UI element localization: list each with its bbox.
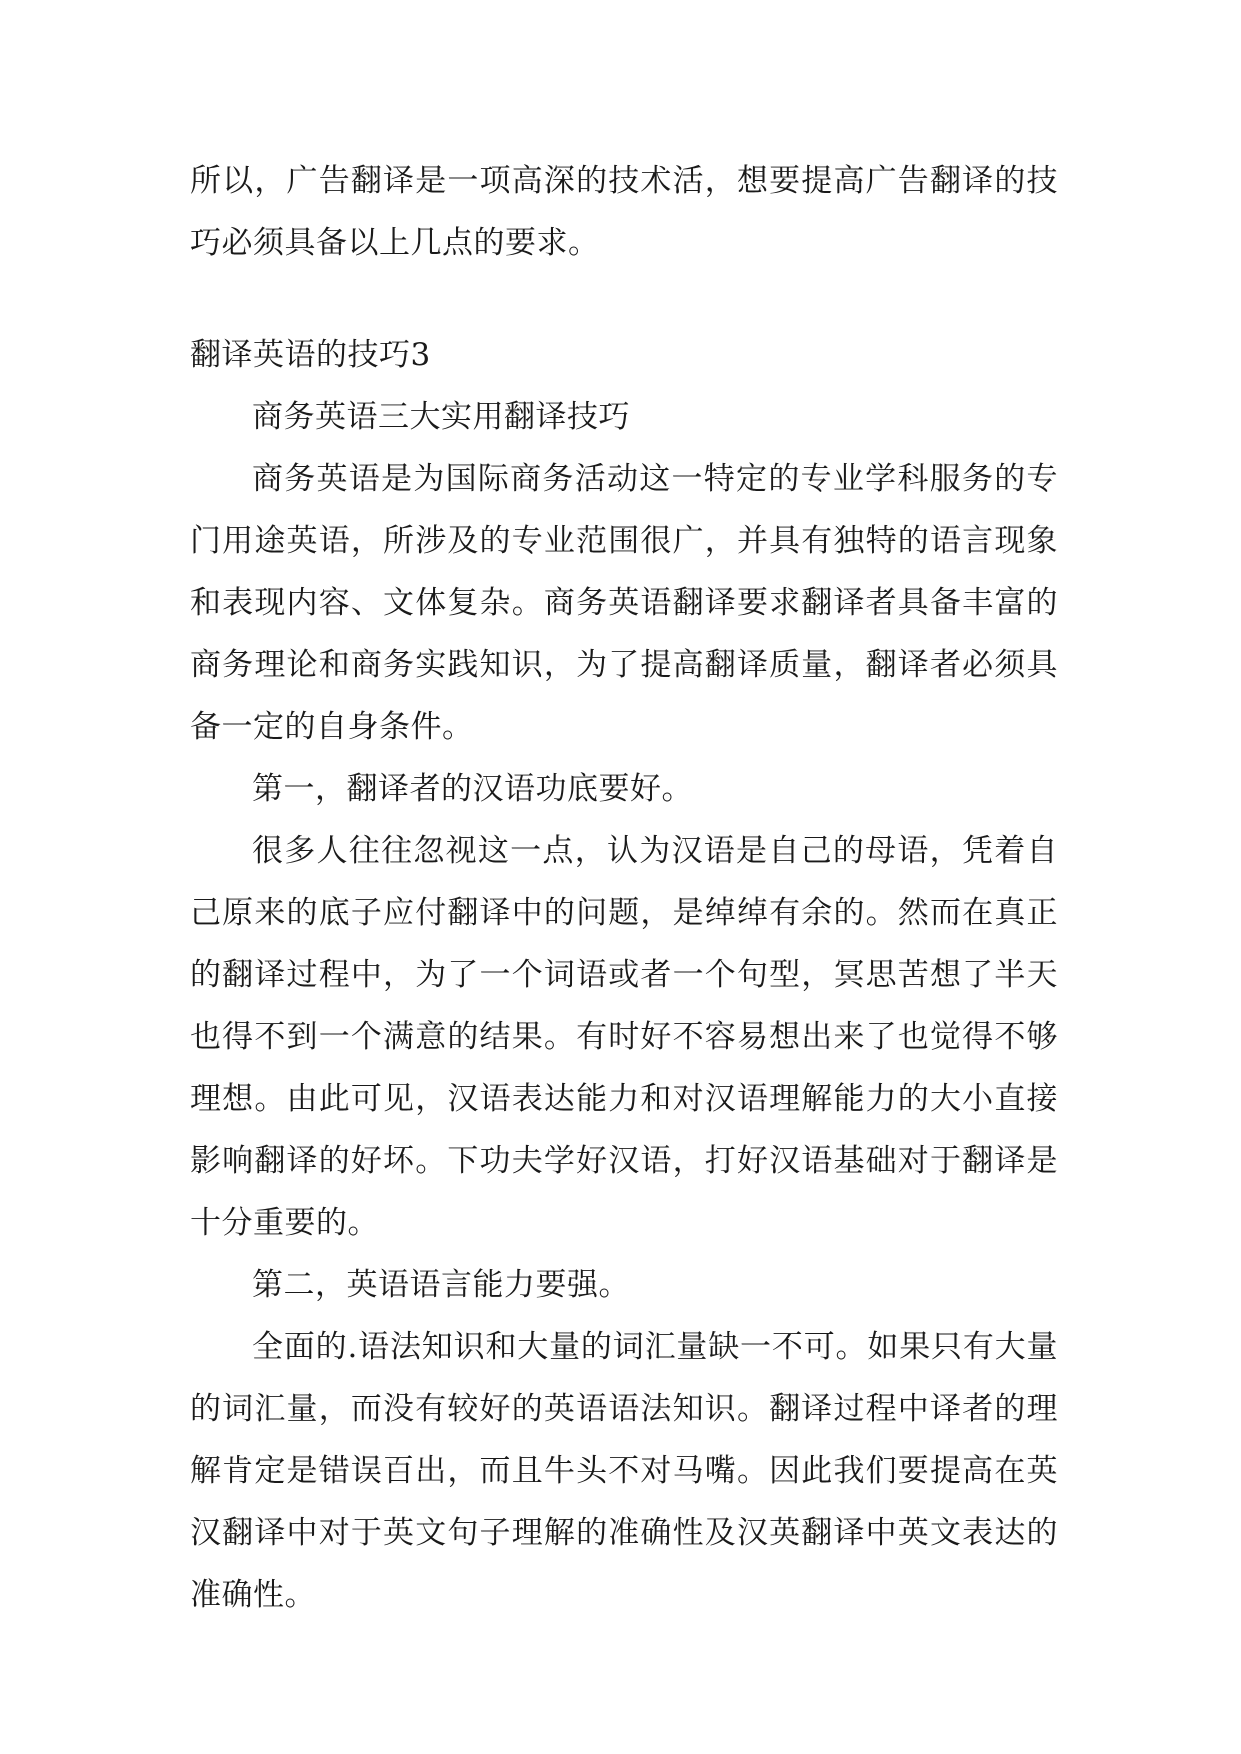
point-two-body: 全面的.语法知识和大量的词汇量缺一不可。如果只有大量的词汇量，而没有较好的英语语法知识。翻译过程中译者的理解肯定是错误百出，而且牛头不对马嘴。因此我们要提高在英汉翻译中对于英文句子理解的准确性及汉英翻译中英文表达的准确性。 bbox=[190, 1329, 1058, 1613]
section-heading: 翻译英语的技巧3 bbox=[190, 337, 431, 373]
point-one-heading: 第一，翻译者的汉语功底要好。 bbox=[252, 771, 693, 807]
point-one-body: 很多人往往忽视这一点，认为汉语是自己的母语，凭着自己原来的底子应付翻译中的问题，是绰绰有余的。然而在真正的翻译过程中，为了一个词语或者一个句型，冥思苦想了半天也得不到一个满意的结果。有时好不容易想出来了也觉得不够理想。由此可见，汉语表达能力和对汉语理解能力的大小直接影响翻译的好坏。下功夫学好汉语，打好汉语基础对于翻译是十分重要的。 bbox=[190, 833, 1058, 1241]
document-page bbox=[190, 150, 1058, 1626]
paragraph-intro: 商务英语是为国际商务活动这一特定的专业学科服务的专门用途英语，所涉及的专业范围很广，并具有独特的语言现象和表现内容、文体复杂。商务英语翻译要求翻译者具备丰富的商务理论和商务实践知识，为了提高翻译质量，翻译者必须具备一定的自身条件。 bbox=[190, 461, 1058, 745]
paragraph-conclusion: 所以，广告翻译是一项高深的技术活，想要提高广告翻译的技巧必须具备以上几点的要求。 bbox=[190, 163, 1058, 261]
point-two-heading: 第二，英语语言能力要强。 bbox=[252, 1267, 630, 1303]
subsection-title: 商务英语三大实用翻译技巧 bbox=[252, 399, 630, 435]
